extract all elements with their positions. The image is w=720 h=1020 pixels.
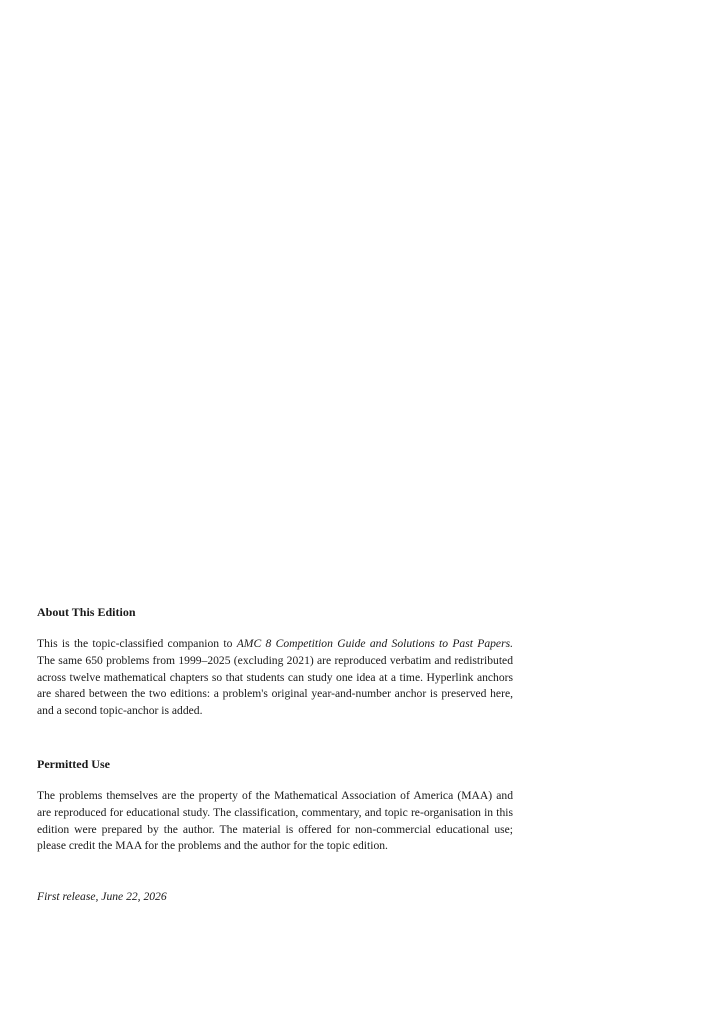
book-title: AMC 8 Competition Guide and Solutions to Past Papers. [236,637,513,650]
about-text-body: The same 650 problems from 1999–2025 (excluding 2021) are reproduced verbatim and redistributed across twelve mathematical chapters so that students can study one idea at a time. Hyperlink anchors are shared between the two editions: a problem's original year-and-number anchor is preserved here, and a second topic-anchor is added. [37,653,513,718]
release-date: First release, June 22, 2026 [37,890,167,904]
about-text-intro: This is the topic-classified companion to [37,637,237,650]
about-section [37,602,513,720]
about-heading: About This Edition [37,605,136,619]
about-paragraph [37,636,513,720]
permitted-use-heading: Permitted Use [37,756,110,771]
permitted-use-paragraph: The problems themselves are the property of the Mathematical Association of America (MAA) and are reproduced for educational study. The classification, commentary, and topic re-organisation in this edition were prepared by the author. The material is offered for non-commercial educational use; please credit the MAA for the problems and the author for the topic edition. [37,788,513,853]
permitted-use-section [37,754,513,855]
colophon [37,602,513,906]
